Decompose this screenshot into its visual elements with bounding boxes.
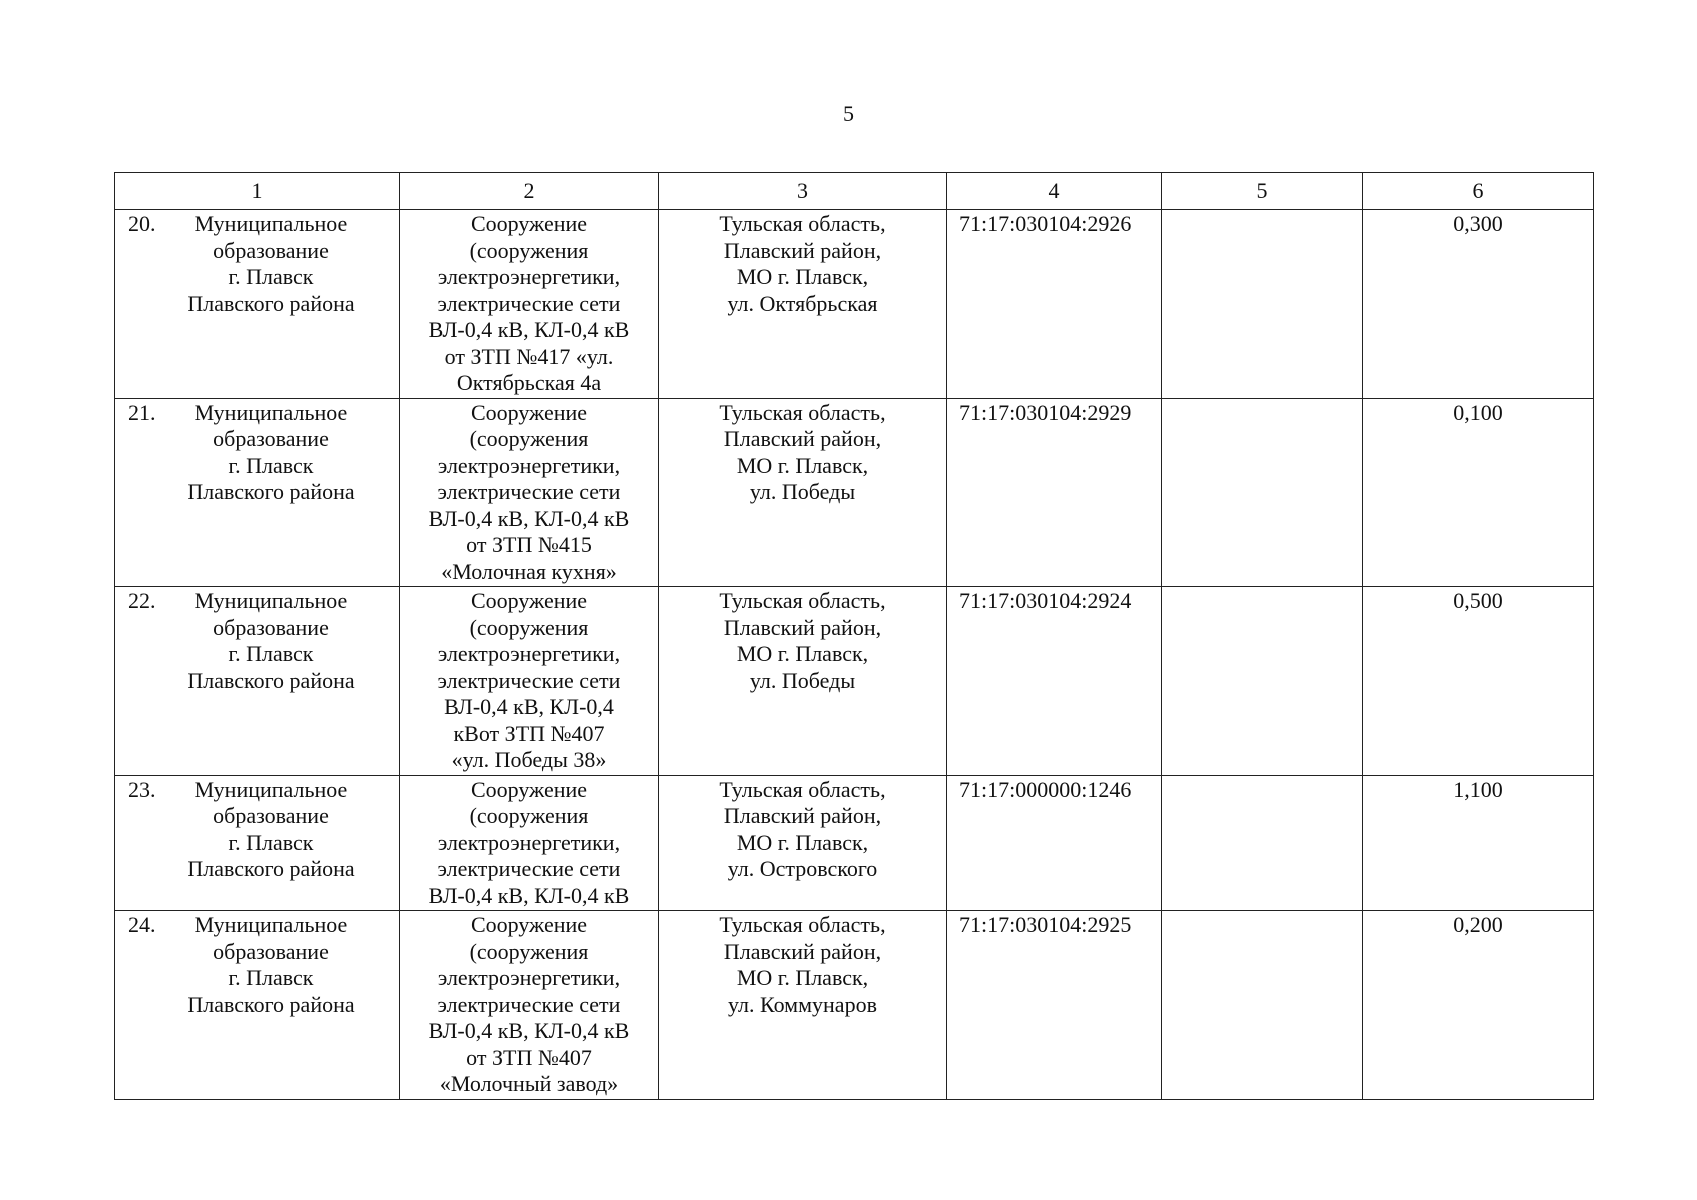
table-row — [115, 398, 1594, 587]
text-line: Сооружение — [470, 776, 588, 802]
owner-name — [115, 912, 399, 1018]
row-number: 23. — [128, 776, 156, 802]
row-number: 24. — [128, 912, 156, 937]
length-value: 1,100 — [1453, 776, 1503, 802]
text-line: Октябрьская 4а — [456, 370, 602, 395]
column-header: 3 — [659, 173, 947, 210]
table-row — [115, 587, 1594, 776]
text-line: Тульская область, — [719, 399, 886, 425]
text-line: ВЛ-0,4 кВ, КЛ-0,4 — [444, 694, 614, 719]
table-row — [115, 210, 1594, 399]
object-description — [400, 777, 658, 910]
table-header — [115, 173, 1594, 210]
text-line: Сооружение — [470, 211, 588, 236]
cadastral-number: 71:17:030104:2924 — [959, 588, 1132, 613]
empty-cell — [1162, 398, 1363, 587]
text-line: электроэнергетики, — [437, 452, 621, 478]
text-line: Муниципальное — [194, 399, 348, 425]
text-line: Плавского района — [187, 991, 355, 1017]
text-line: электрические сети — [437, 991, 621, 1017]
cadastral-number: 71:17:030104:2926 — [959, 211, 1132, 236]
column-header: 2 — [400, 173, 659, 210]
row-number: 22. — [128, 588, 156, 613]
text-line: Плавского района — [187, 290, 355, 316]
text-line: ВЛ-0,4 кВ, КЛ-0,4 кВ — [428, 1018, 630, 1043]
text-line: МО г. Плавск, — [736, 452, 869, 478]
text-line: Тульская область, — [719, 211, 886, 236]
text-line: образование — [213, 237, 329, 263]
address-cell — [659, 587, 947, 776]
text-line: от ЗТП №417 «ул. — [444, 343, 614, 369]
cadastral-number: 71:17:000000:1246 — [959, 776, 1132, 802]
text-line: МО г. Плавск, — [736, 264, 869, 289]
address-cell — [659, 398, 947, 587]
length-value: 0,100 — [1453, 399, 1503, 425]
owner-name — [115, 588, 399, 694]
page-number: 5 — [843, 101, 854, 126]
column-header: 1 — [115, 173, 400, 210]
table-row — [115, 911, 1594, 1100]
text-line: электрические сети — [437, 856, 621, 881]
cadastral-cell — [947, 398, 1162, 587]
text-line: «Молочная кухня» — [441, 558, 617, 584]
cadastral-cell — [947, 775, 1162, 911]
row-number: 21. — [128, 399, 156, 425]
text-line: электрические сети — [437, 479, 621, 504]
owner-cell — [115, 587, 400, 776]
object-address — [659, 588, 946, 694]
value-cell — [1363, 210, 1594, 399]
length-value: 0,300 — [1453, 211, 1503, 236]
value-cell — [1363, 398, 1594, 587]
text-line: Муниципальное — [194, 211, 348, 236]
text-line: (сооружения — [469, 426, 589, 451]
text-line: «ул. Победы 38» — [451, 747, 607, 772]
text-line: (сооружения — [469, 803, 589, 828]
text-line: г. Плавск — [228, 829, 314, 855]
object-cell — [400, 398, 659, 587]
text-line: МО г. Плавск, — [736, 641, 869, 666]
text-line: электроэнергетики, — [437, 829, 621, 855]
text-line: Плавский район, — [723, 426, 882, 451]
object-cell — [400, 911, 659, 1100]
text-line: электрические сети — [437, 290, 621, 316]
text-line: г. Плавск — [228, 641, 314, 666]
text-line: кВот ЗТП №407 — [453, 720, 605, 746]
row-number: 20. — [128, 211, 156, 236]
address-cell — [659, 911, 947, 1100]
text-line: Сооружение — [470, 399, 588, 425]
text-line: электроэнергетики, — [437, 264, 621, 289]
empty-cell — [1162, 911, 1363, 1100]
text-line: Плавского района — [187, 856, 355, 881]
object-description — [400, 588, 658, 774]
value-cell — [1363, 911, 1594, 1100]
cadastral-cell — [947, 210, 1162, 399]
text-line: (сооружения — [469, 237, 589, 263]
text-line: электроэнергетики, — [437, 965, 621, 990]
text-line: ул. Победы — [749, 479, 856, 504]
object-address — [659, 211, 946, 317]
cadastral-cell — [947, 587, 1162, 776]
object-description — [400, 211, 658, 397]
text-line: г. Плавск — [228, 264, 314, 289]
text-line: Плавского района — [187, 667, 355, 693]
text-line: Плавский район, — [723, 237, 882, 263]
text-line: Тульская область, — [719, 912, 886, 937]
object-address — [659, 777, 946, 883]
text-line: ВЛ-0,4 кВ, КЛ-0,4 кВ — [428, 505, 630, 531]
owner-name — [115, 777, 399, 883]
cadastral-cell — [947, 911, 1162, 1100]
text-line: (сооружения — [469, 614, 589, 640]
text-line: электрические сети — [437, 667, 621, 693]
text-line: ул. Островского — [727, 856, 878, 881]
object-address — [659, 912, 946, 1018]
object-cell — [400, 775, 659, 911]
object-cell — [400, 210, 659, 399]
table-body — [115, 210, 1594, 1100]
object-description — [400, 400, 658, 586]
cadastral-number: 71:17:030104:2925 — [959, 912, 1132, 937]
text-line: Плавский район, — [723, 614, 882, 640]
address-cell — [659, 210, 947, 399]
owner-cell — [115, 210, 400, 399]
column-header: 5 — [1162, 173, 1363, 210]
text-line: образование — [213, 614, 329, 640]
owner-cell — [115, 775, 400, 911]
length-value: 0,200 — [1453, 912, 1503, 937]
text-line: Тульская область, — [719, 588, 886, 613]
object-cell — [400, 587, 659, 776]
text-line: ВЛ-0,4 кВ, КЛ-0,4 кВ — [428, 882, 630, 908]
text-line: г. Плавск — [228, 965, 314, 990]
length-value: 0,500 — [1453, 588, 1503, 613]
text-line: Плавский район, — [723, 938, 882, 964]
text-line: электроэнергетики, — [437, 641, 621, 666]
text-line: образование — [213, 803, 329, 828]
property-registry-table — [114, 172, 1594, 1100]
column-header: 4 — [947, 173, 1162, 210]
text-line: (сооружения — [469, 938, 589, 964]
text-line: Сооружение — [470, 912, 588, 937]
owner-cell — [115, 398, 400, 587]
text-line: от ЗТП №415 — [466, 532, 592, 557]
text-line: ул. Победы — [749, 667, 856, 693]
text-line: Сооружение — [470, 588, 588, 613]
cadastral-number: 71:17:030104:2929 — [959, 399, 1132, 425]
text-line: МО г. Плавск, — [736, 965, 869, 990]
empty-cell — [1162, 210, 1363, 399]
text-line: Плавского района — [187, 479, 355, 504]
text-line: ВЛ-0,4 кВ, КЛ-0,4 кВ — [428, 317, 630, 342]
object-description — [400, 912, 658, 1098]
text-line: образование — [213, 426, 329, 451]
owner-name — [115, 400, 399, 506]
header-row — [115, 173, 1594, 210]
text-line: Муниципальное — [194, 588, 348, 613]
text-line: Муниципальное — [194, 776, 348, 802]
value-cell — [1363, 775, 1594, 911]
text-line: «Молочный завод» — [439, 1071, 619, 1096]
owner-cell — [115, 911, 400, 1100]
object-address — [659, 400, 946, 506]
owner-name — [115, 211, 399, 317]
table-row — [115, 775, 1594, 911]
text-line: ул. Коммунаров — [728, 991, 877, 1017]
column-header: 6 — [1363, 173, 1594, 210]
text-line: МО г. Плавск, — [736, 829, 869, 855]
text-line: Плавский район, — [723, 803, 882, 828]
text-line: от ЗТП №407 — [466, 1044, 592, 1070]
text-line: ул. Октябрьская — [727, 290, 878, 316]
value-cell — [1363, 587, 1594, 776]
text-line: образование — [213, 938, 329, 964]
empty-cell — [1162, 587, 1363, 776]
text-line: г. Плавск — [228, 452, 314, 478]
text-line: Муниципальное — [194, 912, 348, 937]
address-cell — [659, 775, 947, 911]
text-line: Тульская область, — [719, 776, 886, 802]
empty-cell — [1162, 775, 1363, 911]
